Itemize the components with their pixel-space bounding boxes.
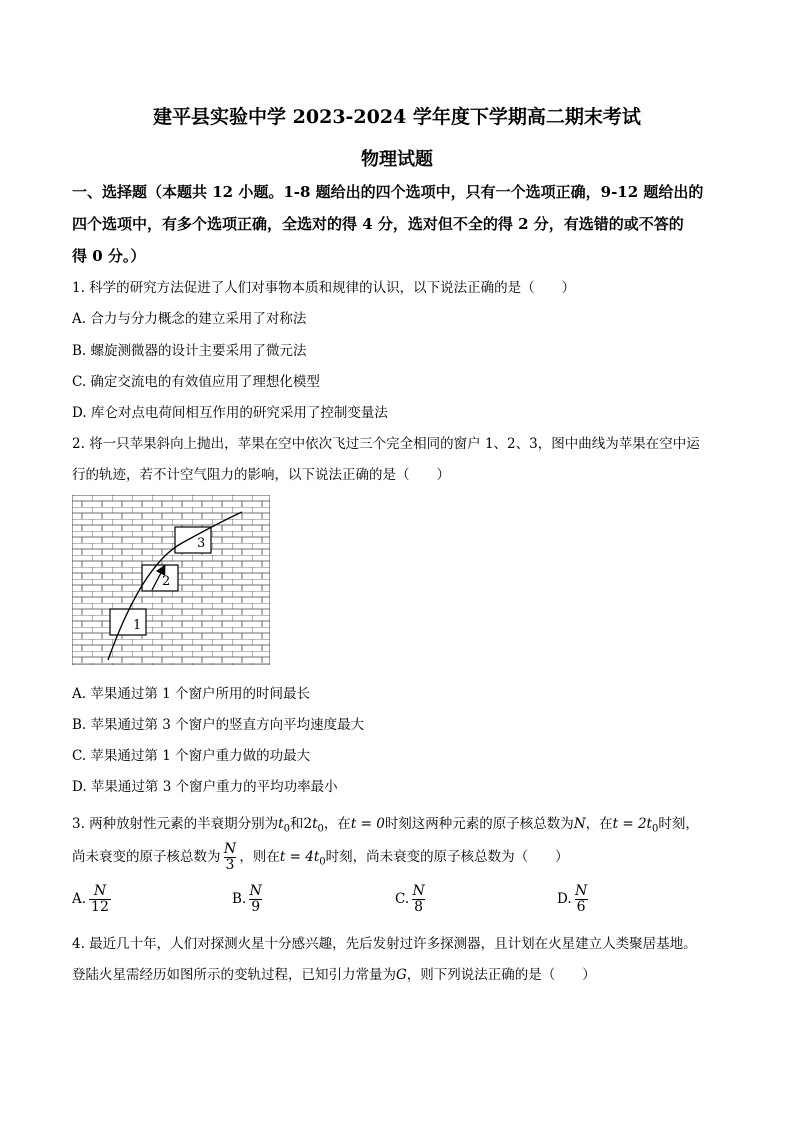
q1-option-c: C. 确定交流电的有效值应用了理想化模型 [72,374,320,390]
q2-stem-line1: 2. 将一只苹果斜向上抛出，苹果在空中依次飞过三个完全相同的窗户 1、2、3，图中曲线为苹果在空中运 [72,436,700,452]
q3-stem-line2: 尚未衰变的原子核总数为 $\frac{N}{3}$ ，则在$t = 4t_0$时刻，尚未衰变的原子核总数为（ ） [72,841,569,873]
q1-option-b: B. 螺旋测微器的设计主要采用了微元法 [72,343,307,359]
section-instructions-line2: 四个选项中，有多个选项正确，全选对的得 4 分，选对但不全的得 2 分，有选错的或不答的 [72,215,684,233]
window-label-3: 3 [197,536,206,551]
q3-option-d: D. $\frac{N}{6}$ [557,883,588,915]
q3-option-a: A. $\frac{N}{12}$ [72,883,109,915]
q1-option-d: D. 库仑对点电荷间相互作用的研究采用了控制变量法 [72,405,388,421]
q2-option-d: D. 苹果通过第 3 个窗户重力的平均功率最小 [72,779,338,795]
window-label-2: 2 [162,574,171,589]
exam-title: 建平县实验中学 2023-2024 学年度下学期高二期末考试 [153,106,641,128]
q4-stem-line2: 登陆火星需经历如图所示的变轨过程，已知引力常量为G，则下列说法正确的是（ ） [72,967,596,983]
q1-stem: 1. 科学的研究方法促进了人们对事物本质和规律的认识，以下说法正确的是（ ） [72,280,576,296]
q2-window-figure [72,495,270,665]
q3-stem-line1: 3. 两种放射性元素的半衰期分别为$t_0$和$2t_0$，在t = 0时刻这两种元素的原子核总数为N，在$t = 2t_0$时刻， [72,816,699,835]
window-label-1: 1 [133,618,142,633]
section-instructions-line1: 一、选择题（本题共 12 小题。1-8 题给出的四个选项中，只有一个选项正确，9-12 题给出的 [72,183,704,201]
q3-option-b: B. $\frac{N}{9}$ [232,883,262,915]
q2-stem-line2: 行的轨迹，若不计空气阻力的影响，以下说法正确的是（ ） [72,467,450,483]
section-instructions-line3: 得 0 分。） [72,247,146,265]
q2-option-b: B. 苹果通过第 3 个窗户的竖直方向平均速度最大 [72,717,365,733]
q2-option-c: C. 苹果通过第 1 个窗户重力做的功最大 [72,748,311,764]
q3-option-c: C. $\frac{N}{8}$ [395,883,425,915]
exam-subtitle: 物理试题 [361,149,433,170]
q1-option-a: A. 合力与分力概念的建立采用了对称法 [72,311,307,327]
q4-stem-line1: 4. 最近几十年，人们对探测火星十分感兴趣，先后发射过许多探测器，且计划在火星建立人类聚居基地。 [72,936,697,952]
q3-fraction: $\frac{N}{3}$ [223,841,237,873]
q2-option-a: A. 苹果通过第 1 个窗户所用的时间最长 [72,686,311,702]
